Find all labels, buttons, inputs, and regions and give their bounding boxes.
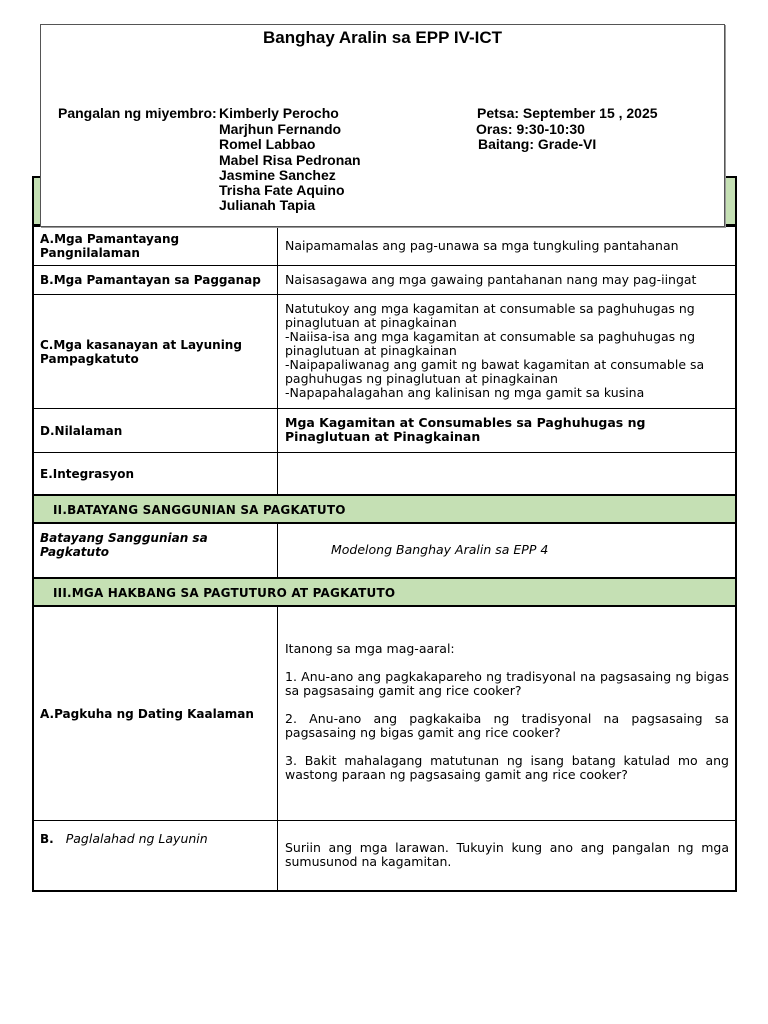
row-a-content-cell <box>277 226 737 266</box>
question-item: 3. Bakit mahalagang matutunan ng isang batang katulad mo ang wastong paraan ng pagsasaing gamit ang rice cooker? <box>285 753 729 782</box>
row-d-label: D.Nilalaman <box>40 424 123 438</box>
section3-b-content-cell <box>277 820 737 892</box>
member-name: Jasmine Sanchez <box>219 167 336 183</box>
row-b-content: Naisasagawa ang mga gawaing pantahanan nang may pag-iingat <box>285 272 697 287</box>
row-b-content-cell <box>277 265 737 295</box>
header-box <box>40 24 725 227</box>
objective-line: -Naiisa-isa ang mga kagamitan at consumable sa paghuhugas ng pinaglutuan at pinagkainan <box>285 329 696 358</box>
row-d-label-cell <box>32 408 278 453</box>
row-a-content: Naipamamalas ang pag-unawa sa mga tungkuling pantahanan <box>285 238 679 253</box>
section2-title: II.BATAYANG SANGGUNIAN SA PAGKATUTO <box>53 503 346 517</box>
row-e-label: E.Integrasyon <box>40 467 134 481</box>
section2-label: Batayang Sanggunian sa Pagkatuto <box>40 531 208 559</box>
document-title: Banghay Aralin sa EPP IV-ICT <box>262 28 503 47</box>
section3-header <box>32 577 737 607</box>
members-label: Pangalan ng miyembro: <box>58 105 217 121</box>
row-b-label-cell <box>32 265 278 295</box>
intro-text: Itanong sa mga mag-aaral: <box>285 641 455 656</box>
section3-b-letter: B. <box>40 832 54 846</box>
member-name: Marjhun Fernando <box>219 121 342 137</box>
objective-line: -Naipapaliwanag ang gamit ng bawat kagamitan at consumable sa paghuhugas ng pinaglutuan at pinagkainan <box>285 357 705 386</box>
section2-content: Modelong Banghay Aralin sa EPP 4 <box>331 542 549 557</box>
section3-a-content-cell <box>277 606 737 821</box>
member-name: Mabel Risa Pedronan <box>219 152 361 168</box>
member-name: Kimberly Perocho <box>219 105 339 121</box>
section2-label-cell <box>32 523 278 578</box>
row-b-label: B.Mga Pamantayan sa Pagganap <box>40 273 261 287</box>
member-name: Julianah Tapia <box>219 197 316 213</box>
section3-b-label: Paglalahad ng Layunin <box>65 831 208 846</box>
section3-a-label: A.Pagkuha ng Dating Kaalaman <box>40 707 254 721</box>
section3-title: III.MGA HAKBANG SA PAGTUTURO AT PAGKATUTO <box>53 586 396 600</box>
row-c-label-cell <box>32 294 278 409</box>
member-name: Trisha Fate Aquino <box>219 182 345 198</box>
row-a-label: A.Mga Pamantayang Pangnilalaman <box>40 232 180 260</box>
question-item: 2. Anu-ano ang pagkakaiba ng tradisyonal na pagsasaing sa pagsasaing ng bigas gamit ang rice cooker? <box>285 711 729 740</box>
row-c-content-cell <box>277 294 737 409</box>
row-e-label-cell <box>32 452 278 496</box>
row-d-content: Mga Kagamitan at Consumables sa Paghuhugas ng Pinaglutuan at Pinagkainan <box>285 415 646 444</box>
member-name: Romel Labbao <box>219 136 316 152</box>
section3-b-label-cell <box>32 820 278 892</box>
grade-field: Baitang: Grade-VI <box>478 136 597 152</box>
section3-b-content: Suriin ang mga larawan. Tukuyin kung ano ang pangalan ng mga sumusunod na kagamitan. <box>285 840 729 869</box>
objective-line: Natutukoy ang mga kagamitan at consumable sa paghuhugas ng pinaglutuan at pinagkainan <box>285 301 695 330</box>
time-field: Oras: 9:30-10:30 <box>476 121 585 137</box>
question-item: 1. Anu-ano ang pagkakapareho ng tradisyonal na pagsasaing ng bigas sa pagsasaing gamit ang rice cooker? <box>285 669 729 698</box>
objective-line: -Napapahalagahan ang kalinisan ng mga gamit sa kusina <box>285 385 645 400</box>
section3-a-content <box>285 642 729 782</box>
section2-content-cell <box>277 523 737 578</box>
row-c-content <box>285 302 730 400</box>
row-a-label-cell <box>32 226 278 266</box>
section2-header <box>32 494 737 524</box>
section3-a-label-cell <box>32 606 278 821</box>
section3-b-label-wrap <box>40 828 208 847</box>
date-field: Petsa: September 15 , 2025 <box>477 105 658 121</box>
row-e-content-cell <box>277 452 737 496</box>
row-c-label: C.Mga kasanayan at Layuning Pampagkatuto <box>40 338 242 366</box>
row-d-content-cell <box>277 408 737 453</box>
